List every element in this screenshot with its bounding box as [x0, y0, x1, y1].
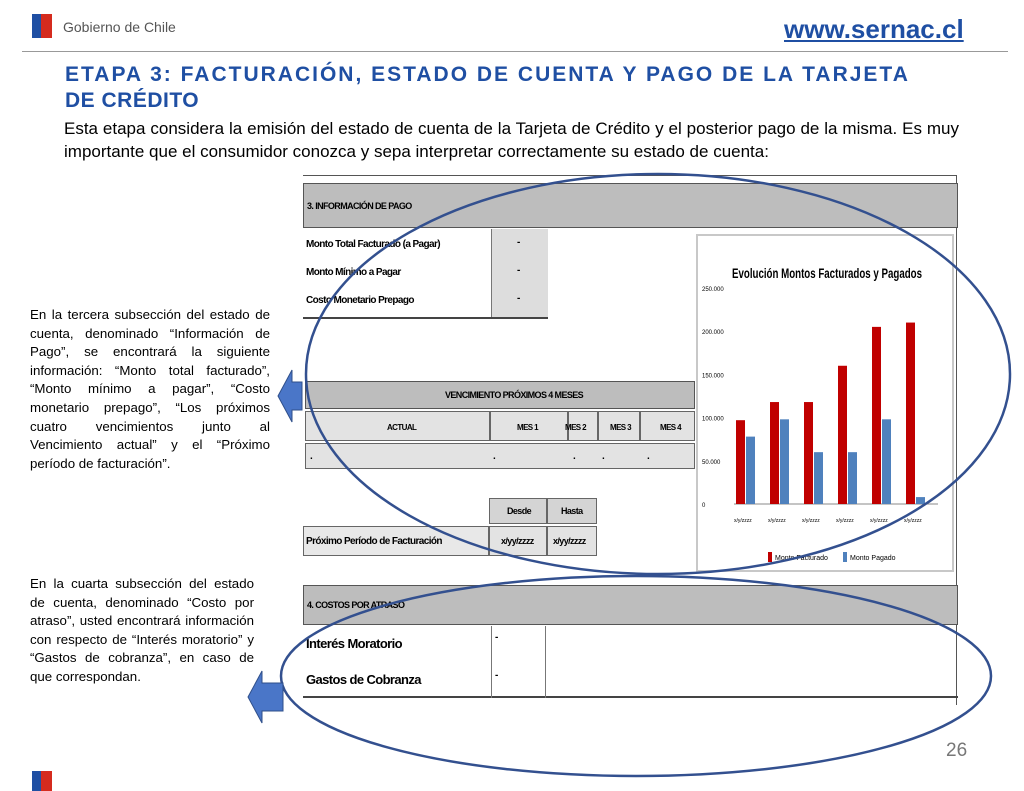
bar-facturado	[736, 420, 745, 504]
row-gastos: Gastos de Cobranza	[306, 672, 421, 687]
periodo-label: Próximo Período de Facturación	[306, 536, 442, 547]
bar-chart	[698, 236, 952, 570]
value-minimo: -	[517, 265, 520, 276]
section3-header	[303, 183, 958, 228]
vencimiento-header: VENCIMIENTO PRÓXIMOS 4 MESES	[445, 390, 584, 400]
bar-pagado	[882, 419, 891, 504]
bar-pagado	[746, 437, 755, 504]
pago-rows	[303, 229, 548, 319]
periodo-hasta-label: Hasta	[561, 506, 583, 516]
bar-pagado	[848, 452, 857, 504]
intro-text: Esta etapa considera la emisión del estado de cuenta de la Tarjeta de Crédito y el posterior pago de la misma. Es muy importante que el consumidor conozca y sepa interpretar correctamente su estado de cuenta:	[64, 119, 959, 161]
chart-title: Evolución Montos Facturados y Pagados	[732, 265, 923, 281]
bar-facturado	[804, 402, 813, 504]
website-link[interactable]: www.sernac.cl	[784, 14, 964, 44]
bar-facturado	[906, 323, 915, 504]
y-tick-label: 50.000	[702, 459, 721, 466]
legend-swatch	[843, 552, 847, 562]
row-total: Monto Total Facturado (a Pagar)	[306, 239, 440, 250]
x-tick-label: x/y/zzzz	[802, 518, 820, 524]
x-tick-label: x/y/zzzz	[836, 518, 854, 524]
bar-facturado	[770, 402, 779, 504]
title-line2: DE CRÉDITO	[65, 89, 200, 112]
col-mes2: MES 2	[565, 423, 587, 432]
col-mes1: MES 1	[517, 423, 539, 432]
bar-facturado	[872, 327, 881, 504]
row-interes: Interés Moratorio	[306, 636, 402, 651]
y-tick-label: 100.000	[702, 416, 724, 423]
val-mes1: .	[493, 451, 496, 462]
bar-pagado	[814, 452, 823, 504]
section3-header-label: 3. INFORMACIÓN DE PAGO	[307, 201, 412, 211]
row-prepago: Costo Monetario Prepago	[306, 295, 414, 306]
x-tick-label: x/y/zzzz	[768, 518, 786, 524]
page-number: 26	[946, 740, 968, 761]
header-divider	[22, 51, 1008, 52]
side-note-costo-atraso: En la cuarta subsección del estado de cuenta, denominado “Costo por atraso”, usted encontrará información con respecto de “Interés moratorio” y “Gastos de cobranza”, en caso de que correspondan.	[30, 576, 254, 684]
legend-swatch	[768, 552, 772, 562]
chile-flag-icon	[32, 14, 52, 38]
chart-frame	[696, 234, 954, 572]
y-tick-label: 250.000	[702, 287, 724, 293]
value-gastos: -	[495, 670, 498, 681]
bar-facturado	[838, 366, 847, 504]
value-interes: -	[495, 632, 498, 643]
legend-label: Monto Pagado	[850, 555, 896, 562]
periodo-table	[303, 498, 598, 560]
atraso-rows	[303, 626, 958, 698]
col-mes3: MES 3	[610, 423, 632, 432]
gov-label: Gobierno de Chile	[63, 19, 176, 35]
periodo-desde-label: Desde	[507, 506, 532, 516]
value-total: -	[517, 237, 520, 248]
col-mes4: MES 4	[660, 423, 682, 432]
legend-label: Monto Facturado	[775, 555, 828, 562]
periodo-desde-value: x/yy/zzzz	[501, 536, 534, 546]
side-note-info-pago: En la tercera subsección del estado de cuenta, denominado “Información de Pago”, se encontrará la siguiente información: “Monto total facturado”, “Monto mínimo a pagar”, “Costo monetario prepago”, “Los próximos cuatro vencimientos junto al Vencimiento actual” y el “Próximo período de facturación”.	[30, 307, 270, 471]
bar-pagado	[916, 497, 925, 504]
x-tick-label: x/y/zzzz	[734, 518, 752, 524]
vencimiento-table	[305, 381, 695, 469]
chile-flag-icon	[32, 771, 52, 791]
y-tick-label: 0	[702, 503, 706, 509]
val-mes3: .	[602, 451, 605, 462]
val-mes2: .	[573, 451, 576, 462]
page-title	[65, 62, 985, 114]
y-tick-label: 150.000	[702, 373, 724, 380]
section4-header	[303, 585, 958, 625]
row-minimo: Monto Mínimo a Pagar	[306, 267, 401, 278]
x-tick-label: x/y/zzzz	[870, 518, 888, 524]
x-tick-label: x/y/zzzz	[904, 518, 922, 524]
val-mes4: .	[647, 451, 650, 462]
bar-pagado	[780, 419, 789, 504]
periodo-hasta-value: x/yy/zzzz	[553, 536, 586, 546]
title-line1: ETAPA 3: FACTURACIÓN, ESTADO DE CUENTA Y PAGO DE LA TARJETA	[65, 63, 910, 86]
y-tick-label: 200.000	[702, 330, 724, 337]
col-actual: ACTUAL	[387, 423, 417, 432]
section4-header-label: 4. COSTOS POR ATRASO	[307, 600, 405, 610]
value-prepago: -	[517, 293, 520, 304]
val-actual: .	[310, 451, 313, 462]
arrow-left-icon	[278, 370, 302, 422]
